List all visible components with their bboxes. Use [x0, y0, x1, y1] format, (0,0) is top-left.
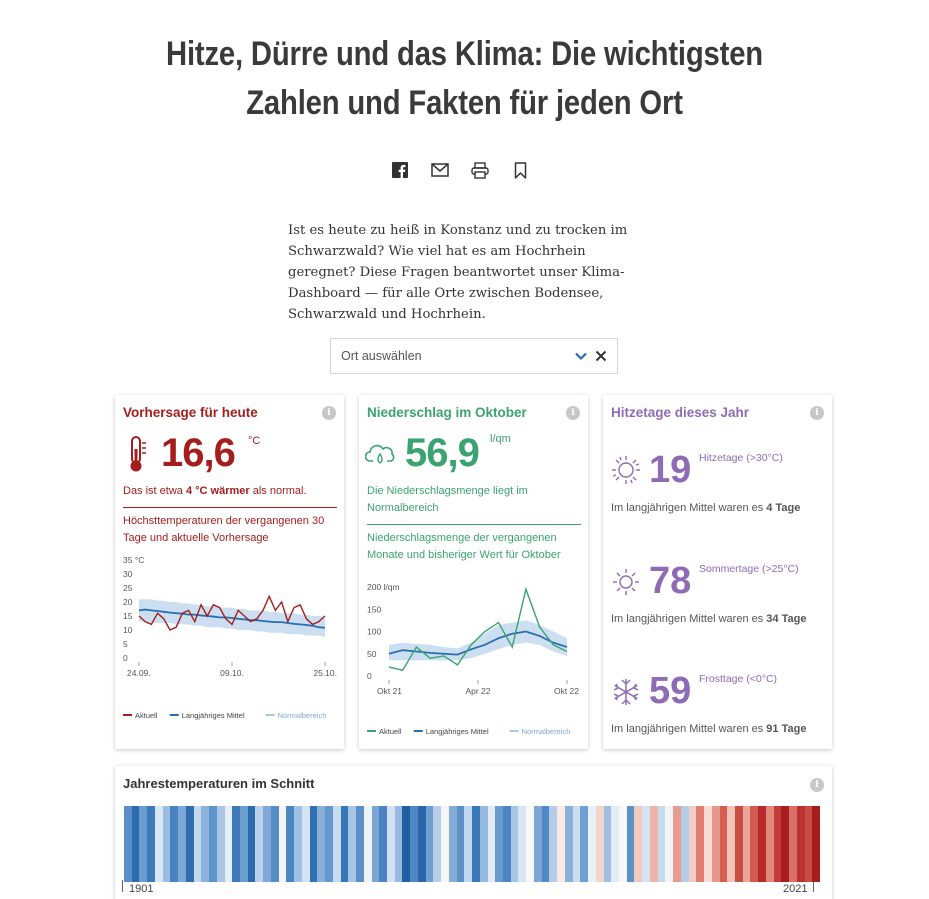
clear-icon[interactable]: [595, 350, 607, 362]
stripe-year: [735, 806, 743, 882]
stripe-year: [642, 806, 650, 882]
stripe-year: [665, 806, 673, 882]
stripe-year: [503, 806, 511, 882]
y-tick-label: 20: [123, 597, 133, 607]
stripe-year: [372, 806, 380, 882]
stripe-year: [511, 806, 519, 882]
legend-label: Aktuell: [379, 727, 402, 736]
stripe-year: [797, 806, 805, 882]
stripe-year: [279, 806, 287, 882]
stripe-year: [650, 806, 658, 882]
stripe-year: [441, 806, 449, 882]
stripe-year: [310, 806, 318, 882]
stripe-year: [526, 806, 534, 882]
headline-line-2: Zahlen und Fakten für jeden Ort: [246, 84, 683, 122]
forecast-note-suffix: als normal.: [249, 485, 307, 497]
y-tick-label: 5: [123, 639, 128, 649]
y-tick-label: 25: [123, 583, 133, 593]
forecast-chart: [115, 555, 344, 740]
heat-days-note: [611, 502, 800, 514]
legend-label: Langjähriges Mittel: [425, 727, 489, 736]
stripe-year: [696, 806, 704, 882]
frost-days-note-bold: 91 Tage: [766, 723, 807, 735]
forecast-unit: °C: [248, 435, 261, 447]
stripe-year: [139, 806, 147, 882]
precip-chart-title: Niederschlagsmenge der vergangenen Monate und bisheriger Wert für Oktober: [367, 532, 561, 561]
stripe-year: [232, 806, 240, 882]
stripe-year: [186, 806, 194, 882]
stripe-year: [557, 806, 565, 882]
stripe-year: [317, 806, 325, 882]
snowflake-icon: [611, 677, 641, 707]
stripe-year: [774, 806, 782, 882]
stripe-year: [720, 806, 728, 882]
stripe-year: [170, 806, 178, 882]
x-tick-label: Apr 22: [465, 686, 491, 696]
legend-label: Aktuell: [135, 711, 158, 720]
stripe-year: [356, 806, 364, 882]
stripe-year: [410, 806, 418, 882]
forecast-card: [115, 395, 344, 749]
legend-label: Langjähriges Mittel: [181, 711, 245, 720]
heat-days-value: 19: [649, 449, 692, 491]
x-tick-label: 25.10.: [313, 668, 337, 678]
forecast-note: [123, 483, 307, 500]
stripe-year: [333, 806, 341, 882]
mail-icon[interactable]: [430, 160, 450, 180]
sun-icon: [611, 567, 641, 597]
print-icon[interactable]: [470, 160, 490, 180]
stripe-year: [712, 806, 720, 882]
stripe-year: [457, 806, 465, 882]
stripe-year: [596, 806, 604, 882]
stripe-year: [472, 806, 480, 882]
location-select[interactable]: [330, 338, 618, 374]
stripe-year: [758, 806, 766, 882]
stripe-year: [781, 806, 789, 882]
frost-days-value: 59: [649, 670, 692, 712]
frost-days-note-prefix: Im langjährigen Mittel waren es: [611, 723, 767, 735]
stripe-year: [124, 806, 132, 882]
stripe-year: [302, 806, 310, 882]
forecast-divider: [123, 507, 337, 508]
heat-days-note-bold: 4 Tage: [766, 502, 801, 514]
intro-text: Ist es heute zu heiß in Konstanz und zu trocken im Schwarzwald? Wie viel hat es am Hochrhein geregnet? Diese Fragen beantwortet unser Klima-Dashboard — für alle Orte zwischen Bodensee, Schwarzwald und Hochrhein.: [288, 223, 628, 322]
facebook-icon[interactable]: [390, 160, 410, 180]
info-icon[interactable]: i: [810, 406, 824, 420]
stripe-year: [750, 806, 758, 882]
info-icon[interactable]: i: [322, 406, 336, 420]
stripe-year: [178, 806, 186, 882]
stripes-end-year: 2021: [783, 883, 808, 895]
stripe-year: [619, 806, 627, 882]
stripe-year: [673, 806, 681, 882]
stripe-year: [426, 806, 434, 882]
stripe-year: [387, 806, 395, 882]
stripe-year: [805, 806, 813, 882]
stripe-year: [518, 806, 526, 882]
stripes-title: Jahrestemperaturen im Schnitt: [123, 776, 315, 791]
y-tick-label: 0: [123, 653, 128, 663]
y-tick-label: 30: [123, 569, 133, 579]
stripe-year: [480, 806, 488, 882]
stripe-year: [534, 806, 542, 882]
stripe-year: [271, 806, 279, 882]
summer-days-note-bold: 34 Tage: [766, 613, 807, 625]
stripe-year: [727, 806, 735, 882]
stripe-year: [789, 806, 797, 882]
rain-cloud-icon: [365, 441, 397, 467]
stripe-year: [743, 806, 751, 882]
stripe-year: [766, 806, 774, 882]
stripe-year: [449, 806, 457, 882]
summer-days-note: [611, 613, 806, 625]
chevron-down-icon[interactable]: [573, 348, 589, 364]
stripe-year: [542, 806, 550, 882]
precip-unit: l/qm: [490, 433, 511, 445]
stripe-year: [364, 806, 372, 882]
y-tick-label: 15: [123, 611, 133, 621]
heat-days-note-prefix: Im langjährigen Mittel waren es: [611, 502, 767, 514]
summer-days-label: Sommertage (>25°C): [699, 563, 799, 575]
x-tick-label: Okt 22: [553, 686, 579, 696]
stripe-year: [588, 806, 596, 882]
stripe-year: [704, 806, 712, 882]
thermometer-icon: [127, 435, 149, 473]
stripe-year: [147, 806, 155, 882]
summer-days-value: 78: [649, 560, 692, 602]
stripe-year: [689, 806, 697, 882]
hot-sun-icon: [611, 455, 641, 485]
stripe-year: [325, 806, 333, 882]
forecast-chart-title: Höchsttemperaturen der vergangenen 30 Tage und aktuelle Vorhersage: [123, 515, 325, 544]
precip-divider: [367, 524, 581, 525]
precip-value: 56,9: [405, 431, 479, 475]
stripe-year: [604, 806, 612, 882]
stripe-year: [433, 806, 441, 882]
y-tick-label: 0: [367, 671, 372, 681]
stripe-year: [488, 806, 496, 882]
stripe-year: [155, 806, 163, 882]
stripe-year: [341, 806, 349, 882]
forecast-note-prefix: Das ist etwa: [123, 485, 186, 497]
stripe-year: [201, 806, 209, 882]
stripe-year: [565, 806, 573, 882]
y-tick-label: 35 °C: [123, 555, 145, 565]
stripe-year: [611, 806, 619, 882]
stripe-year: [379, 806, 387, 882]
precip-card: [359, 395, 588, 749]
frost-days-label: Frosttage (<0°C): [699, 673, 778, 685]
warming-stripes: [124, 806, 820, 882]
stripe-year: [549, 806, 557, 882]
stripe-year: [812, 806, 820, 882]
stripe-year: [163, 806, 171, 882]
page-title: [65, 30, 864, 128]
legend-label: Normalbereich: [521, 727, 571, 736]
stripes-start-year: 1901: [129, 883, 154, 895]
stripe-year: [132, 806, 140, 882]
y-tick-label: 10: [123, 625, 133, 635]
forecast-note-bold: 4 °C wärmer: [185, 485, 250, 497]
info-icon[interactable]: i: [810, 778, 824, 792]
y-tick-label: 150: [367, 604, 382, 615]
legend-label: Normalbereich: [277, 711, 327, 720]
y-tick-label: 100: [367, 626, 382, 637]
stripe-year: [209, 806, 217, 882]
stripe-year: [580, 806, 588, 882]
stripe-year: [217, 806, 225, 882]
location-select-placeholder: Ort auswählen: [341, 349, 422, 363]
stripe-year: [294, 806, 302, 882]
bookmark-icon[interactable]: [510, 160, 530, 180]
stripe-year: [464, 806, 472, 882]
precip-note: Die Niederschlagsmenge liegt im Normalbereich: [367, 485, 528, 514]
stripe-year: [240, 806, 248, 882]
stripe-year: [402, 806, 410, 882]
stripe-year: [286, 806, 294, 882]
heat-days-label: Hitzetage (>30°C): [699, 452, 783, 464]
summer-days-note-prefix: Im langjährigen Mittel waren es: [611, 613, 767, 625]
y-tick-label: 200 l/qm: [367, 582, 400, 592]
headline-line-1: Hitze, Dürre und das Klima: Die wichtigsten: [165, 35, 764, 73]
frost-days-note: [611, 723, 806, 735]
forecast-value: 16,6: [161, 431, 235, 475]
stripe-year: [418, 806, 426, 882]
stripe-year: [348, 806, 356, 882]
stripe-year: [658, 806, 666, 882]
stripe-year: [225, 806, 233, 882]
info-icon[interactable]: i: [566, 406, 580, 420]
precip-title: Niederschlag im Oktober: [367, 405, 527, 420]
x-tick-label: 09.10.: [220, 668, 244, 678]
share-bar: [390, 160, 540, 184]
normal-range-band: [389, 620, 567, 660]
heat-card: [603, 395, 832, 749]
stripe-year: [634, 806, 642, 882]
forecast-title: Vorhersage für heute: [123, 405, 258, 420]
stripe-year: [194, 806, 202, 882]
stripe-year: [495, 806, 503, 882]
stripe-year: [255, 806, 263, 882]
stripe-year: [395, 806, 403, 882]
stripe-year: [627, 806, 635, 882]
y-tick-label: 50: [367, 648, 377, 659]
stripe-year: [681, 806, 689, 882]
stripe-year: [263, 806, 271, 882]
stripe-year: [573, 806, 581, 882]
x-tick-label: Okt 21: [377, 686, 403, 696]
stripe-year: [248, 806, 256, 882]
heat-title: Hitzetage dieses Jahr: [611, 405, 750, 420]
precip-chart: [359, 580, 588, 745]
x-tick-label: 24.09.: [127, 668, 151, 678]
